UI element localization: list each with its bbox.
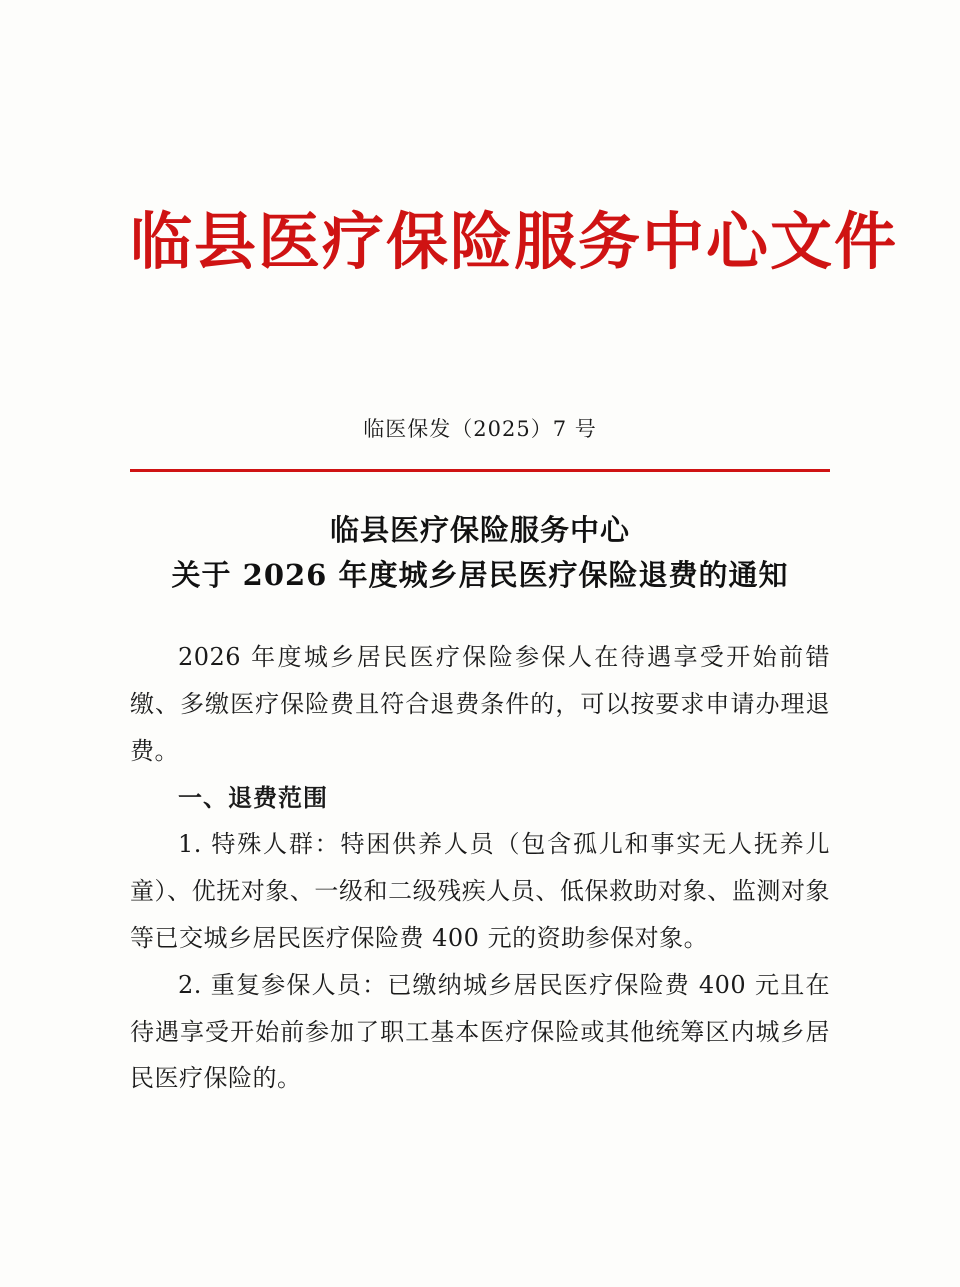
document-body xyxy=(130,634,830,1102)
document-number: 临医保发（2025）7 号 xyxy=(363,417,597,442)
document-header xyxy=(130,0,899,278)
section-heading-scope: 一、退费范围 xyxy=(178,782,328,812)
document-main-title xyxy=(130,508,830,598)
list-item-duplicate-enrollment: 2. 重复参保人员：已缴纳城乡居民医疗保险费 400 元且在待遇享受开始前参加了职工基本医疗保险或其他统筹区内城乡居民医疗保险的。 xyxy=(130,970,830,1093)
body-paragraph-intro: 2026 年度城乡居民医疗保险参保人在待遇享受开始前错缴、多缴医疗保险费且符合退费条件的，可以按要求申请办理退费。 xyxy=(130,643,830,765)
document-header-title: 临县医疗保险服务中心文件 xyxy=(130,205,899,278)
main-title-line-2: 关于 2026 年度城乡居民医疗保险退费的通知 xyxy=(171,558,789,593)
red-divider-rule xyxy=(130,469,830,472)
main-title-line-1: 临县医疗保险服务中心 xyxy=(329,513,630,548)
list-item-special-groups: 1. 特殊人群：特困供养人员（包含孤儿和事实无人抚养儿童）、优抚对象、一级和二级残疾人员、低保救助对象、监测对象等已交城乡居民医疗保险费 400 元的资助参保对象。 xyxy=(130,830,830,952)
